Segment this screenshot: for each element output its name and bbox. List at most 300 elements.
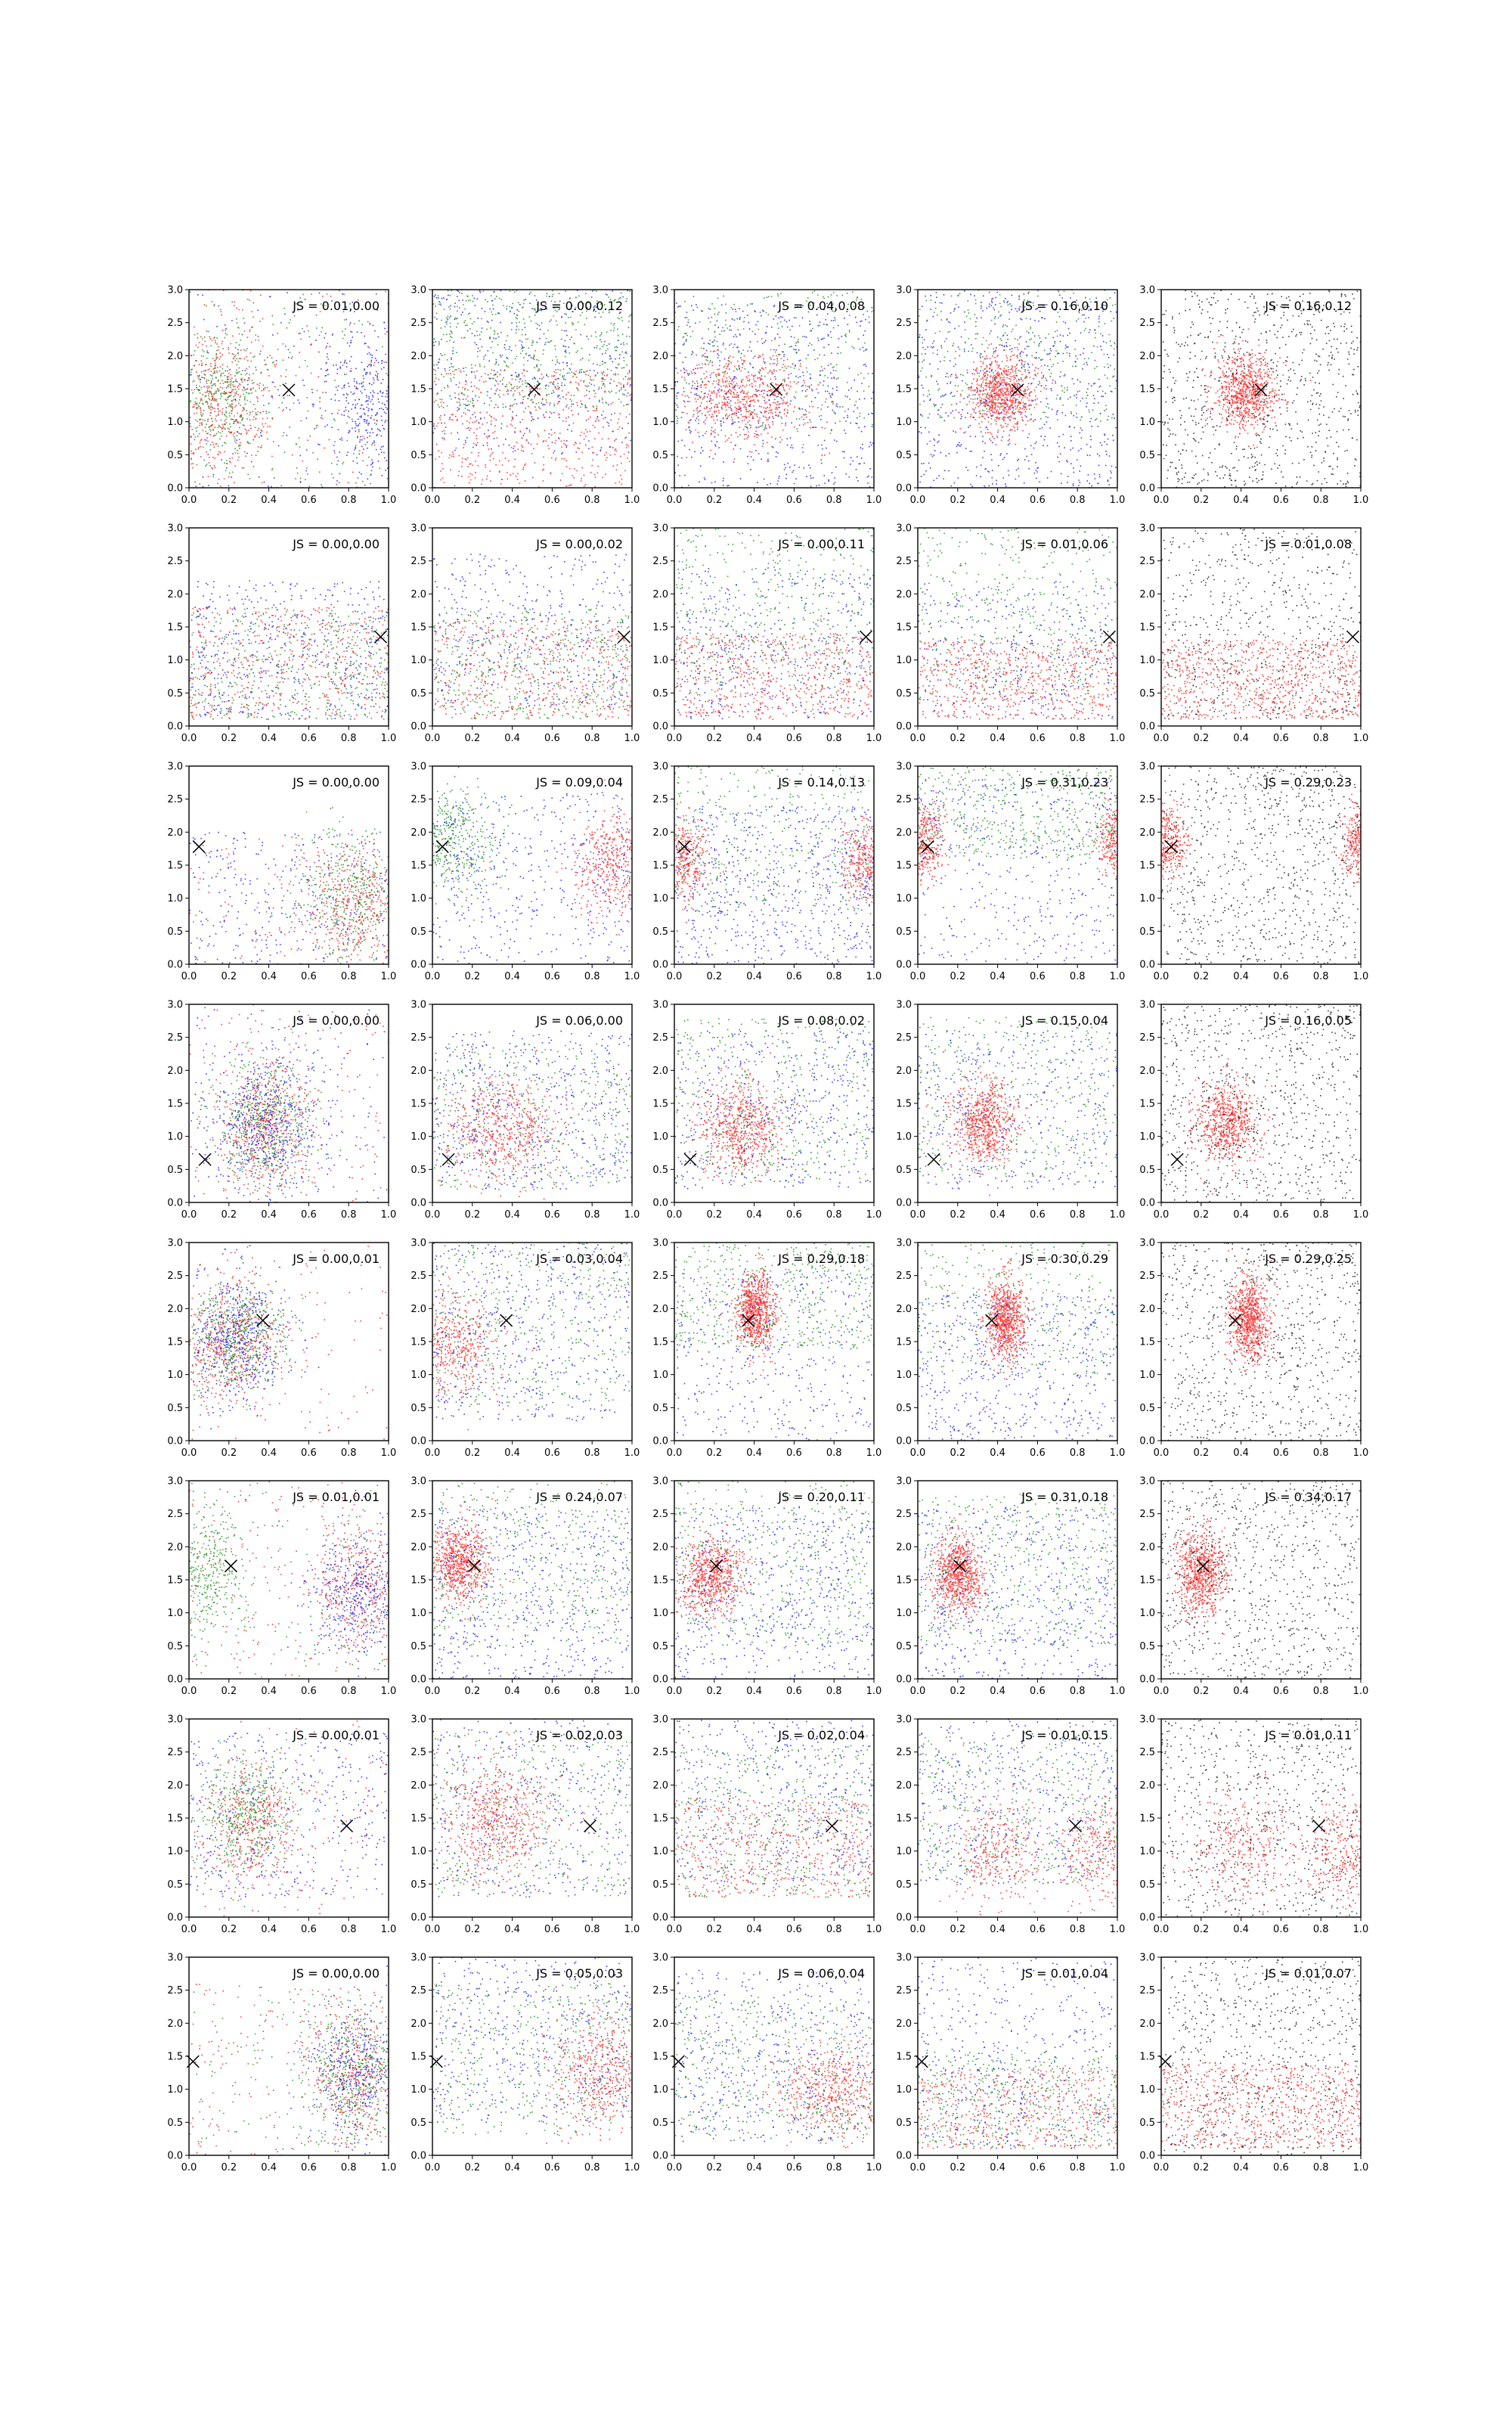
- y-tick-label: 2.0: [896, 1541, 912, 1553]
- y-tick-label: 0.5: [896, 2117, 912, 2129]
- x-tick-label: 0.6: [1273, 2162, 1289, 2173]
- x-tick-label: 0.8: [1069, 733, 1086, 744]
- x-tick-label: 0.0: [1153, 2162, 1170, 2173]
- y-tick-label: 2.5: [167, 556, 183, 568]
- x-tick-label: 0.0: [909, 1686, 926, 1697]
- y-tick-label: 1.5: [411, 383, 426, 396]
- x-tick-label: 0.2: [464, 1924, 481, 1935]
- x-tick-label: 0.0: [424, 1447, 441, 1459]
- x-tick-label: 0.8: [826, 1686, 842, 1697]
- js-label: JS = 0.20,0.11: [778, 1490, 865, 1504]
- x-tick-label: 0.2: [706, 495, 723, 506]
- x-tick-label: 0.0: [1153, 733, 1170, 744]
- x-tick-label: 1.0: [1352, 495, 1369, 506]
- x-tick-label: 1.0: [866, 1209, 882, 1221]
- x-tick-label: 0.6: [544, 971, 560, 982]
- y-tick-label: 1.0: [411, 655, 426, 667]
- y-tick-label: 1.5: [411, 1813, 426, 1825]
- x-tick-label: 1.0: [624, 495, 640, 506]
- x-tick-label: 1.0: [1352, 971, 1369, 982]
- x-tick-label: 0.6: [301, 1924, 317, 1935]
- x-tick-label: 0.6: [1030, 971, 1046, 982]
- x-tick-label: 0.0: [181, 1447, 197, 1459]
- x-tick-label: 0.6: [786, 1209, 802, 1221]
- js-label: JS = 0.00,0.12: [536, 299, 623, 313]
- y-tick-label: 2.5: [411, 1985, 426, 1997]
- y-tick-label: 3.0: [1139, 999, 1155, 1011]
- x-tick-label: 0.6: [1030, 1686, 1046, 1697]
- x-tick-label: 0.2: [950, 1209, 966, 1221]
- y-tick-label: 0.5: [652, 449, 668, 461]
- x-tick-label: 0.2: [950, 2162, 966, 2173]
- x-tick-label: 0.4: [261, 1447, 277, 1459]
- x-tick-label: 1.0: [624, 733, 640, 744]
- y-tick-label: 2.0: [1139, 588, 1155, 600]
- y-tick-label: 0.0: [411, 1912, 426, 1924]
- y-tick-label: 0.0: [167, 1435, 183, 1447]
- x-tick-label: 0.8: [1312, 733, 1329, 744]
- y-tick-label: 0.5: [167, 449, 183, 461]
- y-tick-label: 1.5: [896, 1098, 912, 1110]
- y-tick-label: 2.5: [896, 1509, 912, 1521]
- y-tick-label: 2.0: [1139, 350, 1155, 362]
- y-tick-label: 0.5: [167, 926, 183, 938]
- x-tick-label: 1.0: [380, 1686, 397, 1697]
- y-tick-label: 2.0: [1139, 1779, 1155, 1792]
- x-tick-label: 0.2: [1193, 733, 1210, 744]
- y-tick-label: 1.5: [652, 1336, 668, 1348]
- y-tick-label: 1.5: [652, 860, 668, 872]
- x-tick-label: 0.2: [950, 495, 966, 506]
- y-tick-label: 0.5: [167, 1402, 183, 1414]
- x-tick-label: 0.0: [424, 2162, 441, 2173]
- x-tick-label: 0.8: [340, 1924, 357, 1935]
- y-tick-label: 3.0: [1139, 284, 1155, 296]
- x-tick-label: 0.0: [666, 733, 683, 744]
- x-tick-label: 0.0: [181, 495, 197, 506]
- x-tick-label: 0.2: [221, 1209, 237, 1221]
- y-tick-label: 0.0: [1139, 1197, 1155, 1209]
- y-tick-label: 2.5: [652, 794, 668, 806]
- x-tick-label: 0.2: [221, 1924, 237, 1935]
- y-tick-label: 1.0: [411, 1131, 426, 1143]
- x-tick-label: 1.0: [866, 495, 882, 506]
- x-tick-label: 0.8: [340, 2162, 357, 2173]
- x-tick-label: 0.8: [826, 1924, 842, 1935]
- y-tick-label: 1.0: [652, 655, 668, 667]
- y-tick-label: 3.0: [1139, 761, 1155, 773]
- y-tick-label: 1.5: [896, 1575, 912, 1587]
- x-tick-label: 0.0: [909, 733, 926, 744]
- js-label: JS = 0.00,0.02: [536, 537, 623, 551]
- y-tick-label: 1.0: [896, 893, 912, 905]
- x-tick-label: 0.6: [544, 1209, 560, 1221]
- x-tick-label: 0.0: [666, 1209, 683, 1221]
- y-tick-label: 2.5: [167, 1747, 183, 1759]
- x-tick-label: 0.4: [261, 971, 277, 982]
- js-label: JS = 0.02,0.04: [778, 1728, 865, 1742]
- y-tick-label: 2.5: [896, 318, 912, 330]
- y-tick-label: 0.0: [896, 2150, 912, 2162]
- x-tick-label: 0.4: [261, 1924, 277, 1935]
- y-tick-label: 2.5: [167, 1032, 183, 1044]
- y-tick-label: 1.5: [167, 622, 183, 634]
- x-tick-label: 1.0: [866, 1686, 882, 1697]
- x-tick-label: 0.0: [666, 1686, 683, 1697]
- x-tick-label: 0.4: [261, 2162, 277, 2173]
- y-tick-label: 1.5: [652, 1575, 668, 1587]
- x-tick-label: 0.4: [1233, 1209, 1249, 1221]
- x-tick-label: 1.0: [380, 733, 397, 744]
- y-tick-label: 3.0: [896, 999, 912, 1011]
- js-label: JS = 0.00,0.00: [293, 775, 380, 790]
- y-tick-label: 2.0: [896, 827, 912, 839]
- x-tick-label: 0.8: [340, 733, 357, 744]
- y-tick-label: 1.0: [652, 2084, 668, 2096]
- y-tick-label: 0.0: [411, 1674, 426, 1686]
- y-tick-label: 2.0: [1139, 1065, 1155, 1077]
- x-tick-label: 1.0: [1352, 1209, 1369, 1221]
- x-tick-label: 0.8: [1069, 1686, 1086, 1697]
- x-tick-label: 0.0: [1153, 495, 1170, 506]
- y-tick-label: 1.5: [1139, 622, 1155, 634]
- x-tick-label: 0.6: [301, 1209, 317, 1221]
- y-tick-label: 0.5: [652, 1640, 668, 1652]
- x-tick-label: 0.4: [746, 495, 762, 506]
- y-tick-label: 2.0: [896, 1779, 912, 1792]
- x-tick-label: 0.8: [826, 1209, 842, 1221]
- y-tick-label: 0.5: [652, 926, 668, 938]
- js-label: JS = 0.14,0.13: [778, 775, 865, 790]
- y-tick-label: 2.5: [896, 794, 912, 806]
- x-tick-label: 0.0: [424, 1924, 441, 1935]
- x-tick-label: 0.4: [1233, 1447, 1249, 1459]
- y-tick-label: 2.5: [1139, 556, 1155, 568]
- y-tick-label: 1.5: [1139, 1098, 1155, 1110]
- x-tick-label: 0.6: [786, 971, 802, 982]
- y-tick-label: 2.5: [652, 318, 668, 330]
- x-tick-label: 1.0: [866, 1924, 882, 1935]
- x-tick-label: 1.0: [1109, 2162, 1126, 2173]
- x-tick-label: 1.0: [1352, 1686, 1369, 1697]
- y-tick-label: 3.0: [652, 999, 668, 1011]
- y-tick-label: 1.0: [1139, 1608, 1155, 1620]
- x-tick-label: 0.4: [990, 971, 1005, 982]
- y-tick-label: 2.5: [167, 318, 183, 330]
- y-tick-label: 2.0: [896, 588, 912, 600]
- y-tick-label: 2.5: [411, 1747, 426, 1759]
- x-tick-label: 0.4: [990, 1686, 1005, 1697]
- y-tick-label: 2.5: [652, 1270, 668, 1283]
- y-tick-label: 2.0: [167, 2018, 183, 2030]
- x-tick-label: 0.2: [464, 2162, 481, 2173]
- x-tick-label: 0.6: [786, 2162, 802, 2173]
- y-tick-label: 1.0: [167, 1131, 183, 1143]
- y-tick-label: 2.0: [167, 1779, 183, 1792]
- js-label: JS = 0.01,0.06: [1021, 537, 1108, 551]
- y-tick-label: 1.0: [167, 1846, 183, 1858]
- x-tick-label: 0.8: [826, 971, 842, 982]
- x-tick-label: 1.0: [1109, 971, 1126, 982]
- x-tick-label: 0.4: [261, 495, 277, 506]
- y-tick-label: 1.0: [896, 1370, 912, 1382]
- x-tick-label: 0.4: [746, 1209, 762, 1221]
- y-tick-label: 0.0: [167, 482, 183, 495]
- x-tick-label: 0.0: [909, 971, 926, 982]
- y-tick-label: 3.0: [411, 1475, 426, 1488]
- y-tick-label: 2.5: [411, 1032, 426, 1044]
- x-tick-label: 0.0: [666, 1447, 683, 1459]
- x-tick-label: 0.4: [1233, 971, 1249, 982]
- y-tick-label: 1.5: [167, 1575, 183, 1587]
- y-tick-label: 2.5: [896, 1032, 912, 1044]
- y-tick-label: 1.5: [1139, 1336, 1155, 1348]
- x-tick-label: 0.4: [504, 733, 520, 744]
- x-tick-label: 0.2: [1193, 971, 1210, 982]
- x-tick-label: 0.4: [990, 1447, 1005, 1459]
- y-tick-label: 2.5: [1139, 318, 1155, 330]
- y-tick-label: 0.0: [167, 721, 183, 733]
- y-tick-label: 1.5: [411, 860, 426, 872]
- y-tick-label: 1.5: [167, 383, 183, 396]
- x-tick-label: 0.8: [1312, 2162, 1329, 2173]
- y-tick-label: 0.5: [896, 449, 912, 461]
- y-tick-label: 2.5: [896, 1270, 912, 1283]
- y-tick-label: 0.0: [411, 721, 426, 733]
- y-tick-label: 2.5: [1139, 1270, 1155, 1283]
- x-tick-label: 0.0: [424, 971, 441, 982]
- x-tick-label: 0.8: [584, 1209, 600, 1221]
- y-tick-label: 2.0: [167, 827, 183, 839]
- x-tick-label: 0.0: [181, 971, 197, 982]
- x-tick-label: 0.6: [301, 1447, 317, 1459]
- y-tick-label: 2.5: [411, 318, 426, 330]
- y-tick-label: 1.5: [411, 1336, 426, 1348]
- y-tick-label: 1.5: [896, 622, 912, 634]
- y-tick-label: 3.0: [652, 761, 668, 773]
- y-tick-label: 2.5: [652, 1032, 668, 1044]
- y-tick-label: 1.0: [652, 1131, 668, 1143]
- y-tick-label: 2.5: [896, 556, 912, 568]
- y-tick-label: 0.5: [1139, 926, 1155, 938]
- y-tick-label: 1.5: [1139, 1813, 1155, 1825]
- y-tick-label: 3.0: [1139, 523, 1155, 535]
- y-tick-label: 3.0: [167, 284, 183, 296]
- x-tick-label: 0.8: [1312, 1686, 1329, 1697]
- y-tick-label: 0.5: [411, 687, 426, 700]
- x-tick-label: 0.8: [584, 971, 600, 982]
- y-tick-label: 0.0: [1139, 1435, 1155, 1447]
- x-tick-label: 0.2: [464, 1686, 481, 1697]
- js-label: JS = 0.31,0.18: [1021, 1490, 1108, 1504]
- y-tick-label: 3.0: [896, 761, 912, 773]
- y-tick-label: 3.0: [167, 523, 183, 535]
- y-tick-label: 1.5: [896, 2051, 912, 2063]
- y-tick-label: 3.0: [167, 761, 183, 773]
- x-tick-label: 0.6: [301, 971, 317, 982]
- y-tick-label: 0.5: [1139, 1879, 1155, 1891]
- y-tick-label: 1.0: [1139, 417, 1155, 429]
- y-tick-label: 0.5: [652, 1164, 668, 1176]
- y-tick-label: 0.5: [652, 1402, 668, 1414]
- x-tick-label: 0.6: [1030, 2162, 1046, 2173]
- x-tick-label: 0.6: [301, 1686, 317, 1697]
- x-tick-label: 0.2: [1193, 495, 1210, 506]
- y-tick-label: 0.5: [896, 1402, 912, 1414]
- y-tick-label: 3.0: [411, 284, 426, 296]
- js-label: JS = 0.00,0.01: [293, 1728, 380, 1742]
- x-tick-label: 0.4: [746, 1924, 762, 1935]
- y-tick-label: 2.0: [1139, 2018, 1155, 2030]
- x-tick-label: 1.0: [1352, 1447, 1369, 1459]
- y-tick-label: 0.0: [167, 959, 183, 971]
- js-label: JS = 0.16,0.12: [1265, 299, 1352, 313]
- x-tick-label: 0.4: [261, 1686, 277, 1697]
- y-tick-label: 0.5: [167, 2117, 183, 2129]
- x-tick-label: 0.2: [706, 2162, 723, 2173]
- y-tick-label: 0.0: [167, 1674, 183, 1686]
- js-label: JS = 0.01,0.15: [1021, 1728, 1108, 1742]
- y-tick-label: 0.0: [411, 1197, 426, 1209]
- x-tick-label: 0.0: [424, 1209, 441, 1221]
- x-tick-label: 0.2: [1193, 1447, 1210, 1459]
- y-tick-label: 2.0: [167, 588, 183, 600]
- y-tick-label: 2.0: [411, 588, 426, 600]
- y-tick-label: 1.0: [1139, 893, 1155, 905]
- y-tick-label: 0.5: [411, 1164, 426, 1176]
- y-tick-label: 0.5: [1139, 1402, 1155, 1414]
- x-tick-label: 0.0: [666, 971, 683, 982]
- x-tick-label: 0.6: [786, 1686, 802, 1697]
- y-tick-label: 0.0: [896, 721, 912, 733]
- x-tick-label: 1.0: [1109, 1924, 1126, 1935]
- y-tick-label: 0.0: [1139, 1912, 1155, 1924]
- x-tick-label: 0.8: [826, 733, 842, 744]
- x-tick-label: 0.8: [340, 1209, 357, 1221]
- x-tick-label: 0.2: [950, 1686, 966, 1697]
- y-tick-label: 2.0: [652, 1065, 668, 1077]
- y-tick-label: 0.0: [167, 1912, 183, 1924]
- x-tick-label: 0.2: [464, 1447, 481, 1459]
- x-tick-label: 0.6: [301, 733, 317, 744]
- x-tick-label: 0.2: [464, 733, 481, 744]
- x-tick-label: 1.0: [624, 1924, 640, 1935]
- y-tick-label: 3.0: [411, 761, 426, 773]
- x-tick-label: 0.6: [544, 1686, 560, 1697]
- x-tick-label: 1.0: [866, 971, 882, 982]
- y-tick-label: 1.5: [411, 2051, 426, 2063]
- x-tick-label: 0.4: [504, 1447, 520, 1459]
- y-tick-label: 3.0: [896, 523, 912, 535]
- x-tick-label: 0.8: [1069, 2162, 1086, 2173]
- y-tick-label: 2.5: [652, 556, 668, 568]
- y-tick-label: 2.0: [167, 1303, 183, 1315]
- y-tick-label: 0.0: [167, 1197, 183, 1209]
- y-tick-label: 1.5: [1139, 860, 1155, 872]
- x-tick-label: 0.2: [706, 733, 723, 744]
- y-tick-label: 2.5: [167, 794, 183, 806]
- y-tick-label: 1.0: [896, 655, 912, 667]
- x-tick-label: 1.0: [866, 1447, 882, 1459]
- x-tick-label: 0.6: [544, 733, 560, 744]
- x-tick-label: 0.0: [666, 1924, 683, 1935]
- y-tick-label: 0.5: [1139, 2117, 1155, 2129]
- x-tick-label: 0.2: [221, 2162, 237, 2173]
- y-tick-label: 1.0: [1139, 1370, 1155, 1382]
- y-tick-label: 0.5: [1139, 1640, 1155, 1652]
- x-tick-label: 0.4: [504, 971, 520, 982]
- js-label: JS = 0.00,0.01: [293, 1252, 380, 1266]
- y-tick-label: 2.5: [1139, 1985, 1155, 1997]
- y-tick-label: 2.0: [1139, 827, 1155, 839]
- x-tick-label: 1.0: [624, 1209, 640, 1221]
- js-label: JS = 0.03,0.04: [536, 1252, 623, 1266]
- y-tick-label: 0.5: [896, 687, 912, 700]
- js-label: JS = 0.05,0.03: [536, 1966, 623, 1981]
- y-tick-label: 0.0: [1139, 959, 1155, 971]
- x-tick-label: 0.4: [746, 2162, 762, 2173]
- x-tick-label: 0.6: [1273, 1209, 1289, 1221]
- x-tick-label: 0.6: [544, 1924, 560, 1935]
- x-tick-label: 0.2: [1193, 1209, 1210, 1221]
- x-tick-label: 0.0: [181, 2162, 197, 2173]
- x-tick-label: 0.0: [909, 1447, 926, 1459]
- x-tick-label: 1.0: [1352, 1924, 1369, 1935]
- x-tick-label: 0.4: [504, 1209, 520, 1221]
- y-tick-label: 0.0: [652, 959, 668, 971]
- y-tick-label: 0.0: [1139, 721, 1155, 733]
- x-tick-label: 0.8: [1312, 495, 1329, 506]
- x-tick-label: 1.0: [624, 1686, 640, 1697]
- y-tick-label: 1.5: [896, 1813, 912, 1825]
- y-tick-label: 0.0: [652, 482, 668, 495]
- y-tick-label: 2.5: [1139, 1747, 1155, 1759]
- y-tick-label: 1.5: [1139, 1575, 1155, 1587]
- y-tick-label: 1.5: [167, 1813, 183, 1825]
- x-tick-label: 0.0: [666, 495, 683, 506]
- x-tick-label: 0.0: [181, 1686, 197, 1697]
- y-tick-label: 2.5: [896, 1747, 912, 1759]
- y-tick-label: 0.5: [896, 1640, 912, 1652]
- y-tick-label: 0.5: [652, 2117, 668, 2129]
- x-tick-label: 0.8: [340, 1686, 357, 1697]
- x-tick-label: 0.8: [826, 2162, 842, 2173]
- x-tick-label: 0.2: [950, 733, 966, 744]
- y-tick-label: 1.0: [167, 417, 183, 429]
- js-label: JS = 0.01,0.11: [1265, 1728, 1352, 1742]
- y-tick-label: 1.5: [652, 2051, 668, 2063]
- y-tick-label: 0.0: [652, 2150, 668, 2162]
- y-tick-label: 3.0: [1139, 1952, 1155, 1964]
- x-tick-label: 0.4: [261, 733, 277, 744]
- y-tick-label: 3.0: [411, 1237, 426, 1249]
- y-tick-label: 0.5: [1139, 1164, 1155, 1176]
- x-tick-label: 0.2: [1193, 1924, 1210, 1935]
- x-tick-label: 0.0: [424, 733, 441, 744]
- y-tick-label: 0.5: [411, 1879, 426, 1891]
- js-label: JS = 0.02,0.03: [536, 1728, 623, 1742]
- x-tick-label: 0.6: [1273, 1686, 1289, 1697]
- y-tick-label: 1.5: [896, 860, 912, 872]
- x-tick-label: 1.0: [1352, 733, 1369, 744]
- y-tick-label: 2.5: [1139, 794, 1155, 806]
- y-tick-label: 0.5: [411, 1402, 426, 1414]
- x-tick-label: 0.0: [1153, 1924, 1170, 1935]
- y-tick-label: 3.0: [652, 1952, 668, 1964]
- y-tick-label: 2.0: [896, 1303, 912, 1315]
- js-label: JS = 0.00,0.00: [293, 1013, 380, 1028]
- y-tick-label: 1.5: [167, 860, 183, 872]
